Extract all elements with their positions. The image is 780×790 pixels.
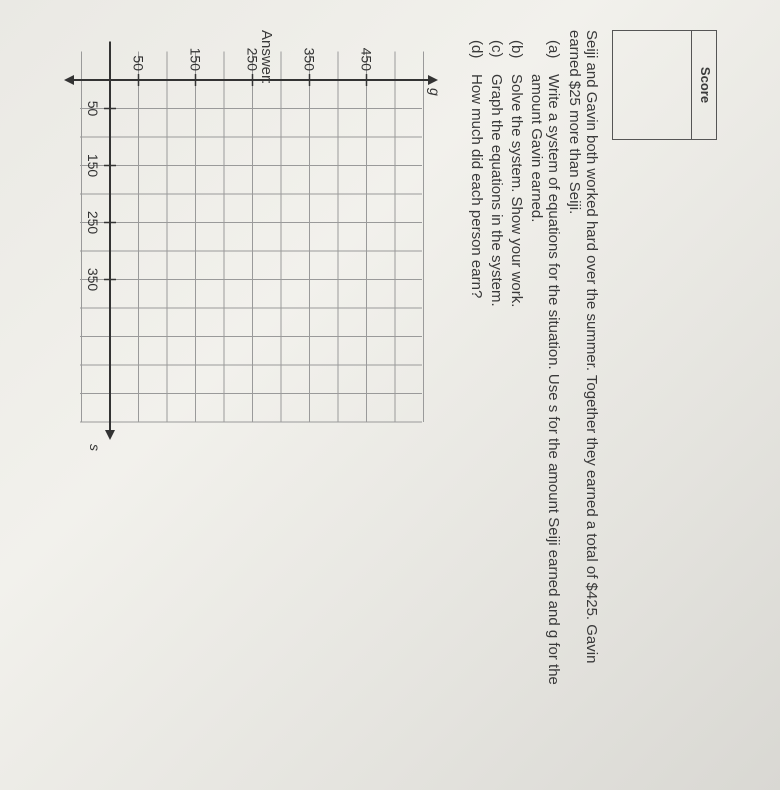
s-axis-tick-label: 150 (85, 153, 101, 178)
g-axis-tick-label: 450 (358, 47, 375, 71)
worksheet-content (0, 30, 715, 780)
g-axis-tick-label: 150 (187, 47, 204, 71)
part-text: How much did each person earn? (468, 74, 485, 299)
coordinate-grid (55, 30, 443, 460)
question-block (465, 30, 600, 710)
score-box (612, 30, 717, 140)
answer-label: Answer: (258, 30, 275, 85)
s-axis-label: s (87, 444, 103, 451)
part-letter: (b) (508, 40, 525, 59)
s-axis-tick-label: 50 (85, 100, 101, 117)
g-axis-tick-label: 350 (301, 47, 318, 71)
g-axis-label: g (427, 88, 443, 96)
g-axis-tick-label: 50 (130, 55, 147, 71)
score-label: Score (691, 31, 716, 139)
s-axis-tick-label: 350 (85, 267, 101, 292)
g-axis-tick-label: 250 (244, 47, 261, 71)
question-part-a (528, 40, 562, 710)
part-letter: (a) (545, 40, 562, 59)
question-part-c (488, 40, 505, 710)
part-text: Graph the equations in the system. (488, 74, 505, 307)
question-part-d (468, 40, 485, 710)
answer-graph (55, 30, 443, 460)
question-part-b (508, 40, 525, 710)
g-axis-arrow (428, 75, 438, 85)
part-letter: (d) (468, 40, 485, 59)
part-letter: (c) (488, 40, 505, 58)
question-intro: Seiji and Gavin both worked hard over the summer. Together they earned a total of $425. Gavin earned $25 more than Seiji. (566, 30, 600, 664)
g-axis-arrow-down (64, 75, 74, 85)
s-axis-arrow (105, 430, 115, 440)
part-text: Write a system of equations for the situation. Use s for the amount Seiji earned and g for the amount Gavin earned. (528, 74, 562, 685)
part-text: Solve the system. Show your work. (508, 74, 525, 308)
s-axis-tick-label: 250 (85, 210, 101, 235)
